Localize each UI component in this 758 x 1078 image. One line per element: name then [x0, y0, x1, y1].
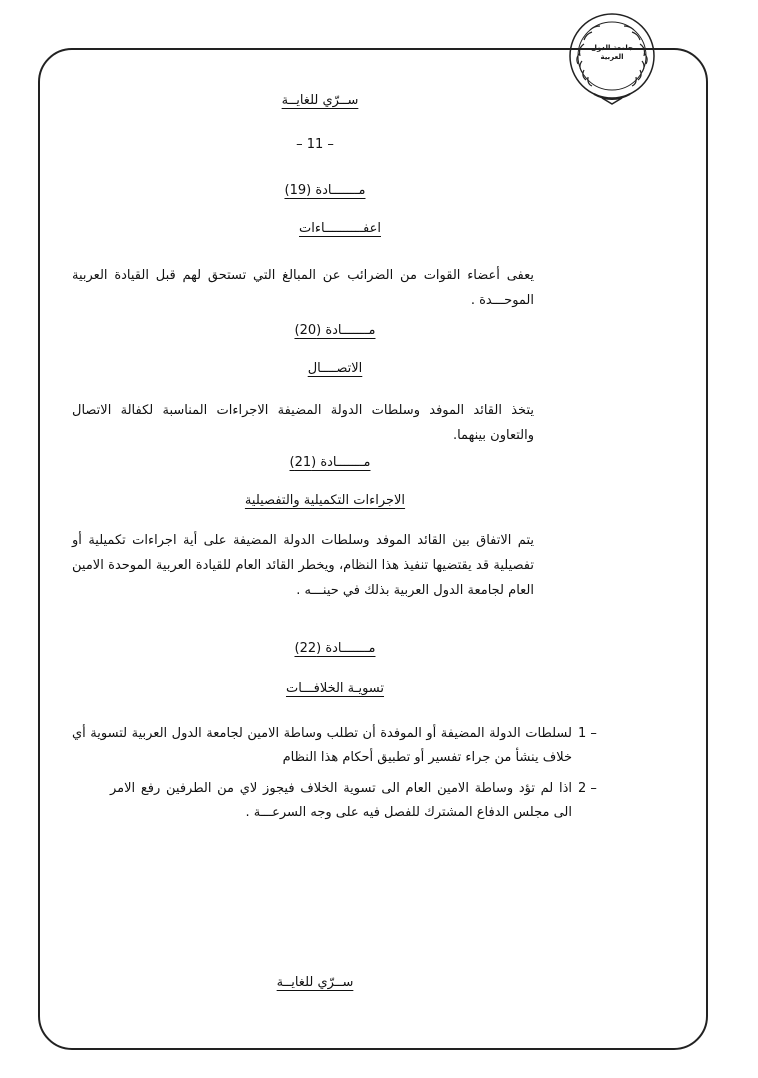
section-title: اعفــــــــــاءات [299, 221, 381, 236]
page-number: – 11 – [296, 137, 334, 152]
article-heading: مـــــــادة (19) [284, 183, 366, 198]
article-heading: مـــــــادة (20) [294, 323, 376, 338]
list-item-number: 1 – [578, 726, 597, 741]
emblem-text: جامعة الدول العربية [590, 44, 634, 61]
article-heading: مـــــــادة (22) [294, 641, 376, 656]
list-item-number: 2 – [578, 781, 597, 796]
article-heading: مـــــــادة (21) [289, 455, 371, 470]
section-title: الاتصــــال [307, 361, 363, 376]
article-paragraph: يعفى أعضاء القوات من الضرائب عن المبالغ التي تستحق لهم قبل القيادة العربية الموحـــدة . [72, 268, 534, 308]
article-paragraph: يتم الاتفاق بين القائد الموفد وسلطات الدولة المضيفة على أية اجراءات تكميلية أو تفصيلية قد يقتضيها تنفيذ هذا النظام، ويخطر القائد العام للقيادة العربية الموحدة الامين العام لجامعة الدول العربية بذلك في حينـــه . [72, 533, 534, 598]
section-title: الاجراءات التكميلية والتفصيلية [244, 493, 406, 508]
classification-footer: ســرّي للغايــة [276, 975, 354, 990]
article-paragraph: يتخذ القائد الموفد وسلطات الدولة المضيفة الاجراءات المناسبة لكفالة الاتصال والتعاون بينهما. [72, 403, 534, 443]
section-title: تسويـة الخلافـــات [285, 681, 385, 696]
classification-header: ســرّي للغايــة [281, 93, 359, 108]
list-item: اذا لم تؤد وساطة الامين العام الى تسوية الخلاف فيجوز لاي من الطرفين رفع الامر الى مجلس الدفاع المشترك للفصل فيه على وجه السرعـــة . [110, 781, 572, 820]
list-item: لسلطات الدولة المضيفة أو الموفدة أن تطلب وساطة الامين لجامعة الدول العربية لتسوية أي خلاف ينشأ من جراء تفسير أو تطبيق أحكام هذا النظام [72, 726, 572, 765]
